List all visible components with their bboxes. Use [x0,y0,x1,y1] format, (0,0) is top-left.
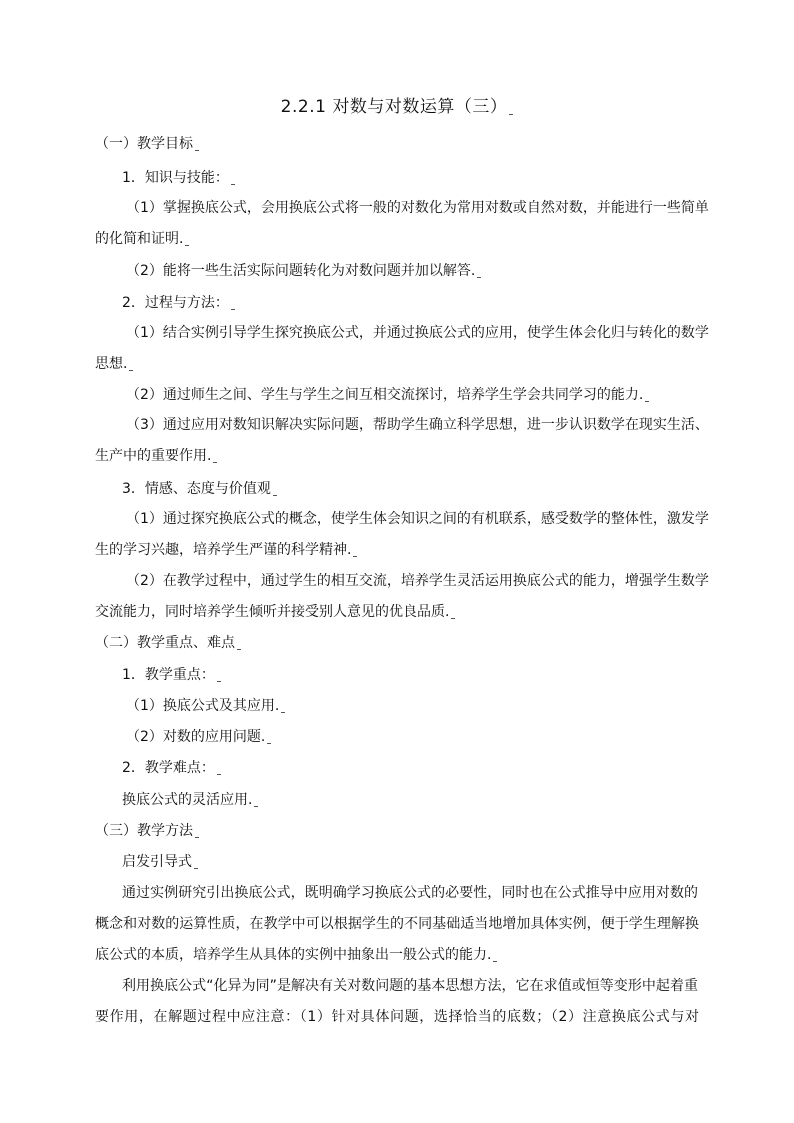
paragraph-line: 生的学习兴趣，培养学生严谨的科学精神. [95,539,357,559]
paragraph-line: 底公式的本质，培养学生从具体的实例中抽象出一般公式的能力. [95,944,497,964]
paragraph-line: 思想. [95,353,133,373]
subheading-process-methods: 2．过程与方法： [122,292,235,312]
subheading-knowledge-skills: 1．知识与技能： [122,167,235,187]
paragraph-line: （1）换底公式及其应用. [126,695,285,715]
paragraph-line: （3）通过应用对数知识解决实际问题，帮助学生确立科学思想，进一步认识数学在现实生活、 [126,417,709,433]
section-heading-objectives: （一）教学目标 [95,133,199,153]
subheading-teaching-difficulty: 2．教学难点： [122,757,221,777]
paragraph-line: 利用换底公式“化异为同”是解决有关对数问题的基本思想方法，它在求值或恒等变形中起着重 [122,978,698,994]
section-heading-key-points: （二）教学重点、难点 [95,632,241,652]
paragraph-line: 要作用，在解题过程中应注意：（1）针对具体问题，选择恰当的底数；（2）注意换底公式与对 [95,1009,699,1025]
paragraph-line: （2）能将一些生活实际问题转化为对数问题并加以解答. [126,260,481,280]
paragraph-line: 启发引导式 [122,851,198,871]
paragraph-line: （1）结合实例引导学生探究换底公式，并通过换底公式的应用，使学生体会化归与转化的数学 [126,325,709,341]
subheading-teaching-focus: 1．教学重点： [122,664,221,684]
document-title: 2.2.1 对数与对数运算（三） [0,92,794,117]
paragraph-line: （1）通过探究换底公式的概念，使学生体会知识之间的有机联系，感受数学的整体性，激发学 [126,511,709,527]
paragraph-line: 通过实例研究引出换底公式，既明确学习换底公式的必要性，同时也在公式推导中应用对数的 [122,885,698,901]
subheading-emotion-values: 3．情感、态度与价值观 [122,478,277,498]
paragraph-line: 生产中的重要作用. [95,445,217,465]
paragraph-line: （2）对数的应用问题. [126,726,271,746]
paragraph-line: （2）在教学过程中，通过学生的相互交流，培养学生灵活运用换底公式的能力，增强学生数学 [126,573,709,589]
paragraph-line: 的化简和证明. [95,228,189,248]
paragraph-line: 概念和对数的运算性质，在教学中可以根据学生的不同基础适当地增加具体实例，便于学生理解换 [95,916,699,932]
paragraph-line: （1）掌握换底公式，会用换底公式将一般的对数化为常用对数或自然对数，并能进行一些简单 [126,200,709,216]
paragraph-line: 交流能力，同时培养学生倾听并接受别人意见的优良品质. [95,601,455,621]
paragraph-line: （2）通过师生之间、学生与学生之间互相交流探讨，培养学生学会共同学习的能力. [126,384,649,404]
paragraph-line: 换底公式的灵活应用. [122,789,258,809]
section-heading-methods: （三）教学方法 [95,820,199,840]
